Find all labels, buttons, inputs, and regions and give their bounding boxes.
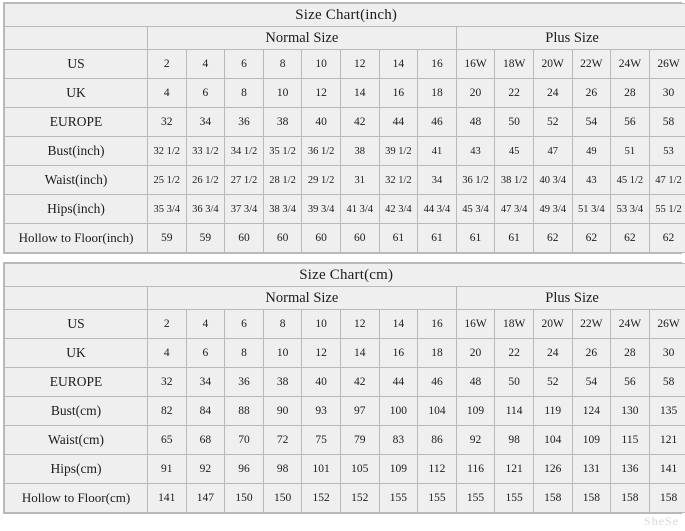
cell: 46 <box>418 368 457 397</box>
group-row-spacer <box>5 27 148 50</box>
cell: 34 <box>186 108 225 137</box>
cell: 150 <box>225 484 264 513</box>
cell: 60 <box>263 224 302 253</box>
cell: 12 <box>340 50 379 79</box>
cell: 26 1/2 <box>186 166 225 195</box>
table-row <box>5 397 685 426</box>
cell: 109 <box>379 455 418 484</box>
cell: 126 <box>533 455 572 484</box>
cell: 46 <box>418 108 457 137</box>
cell: 16 <box>418 310 457 339</box>
cell: 6 <box>186 79 225 108</box>
cell: 45 1/2 <box>611 166 650 195</box>
cell: 41 <box>418 137 457 166</box>
cell: 100 <box>379 397 418 426</box>
cell: 10 <box>302 310 341 339</box>
table-title-row <box>5 4 685 27</box>
cell: 10 <box>263 79 302 108</box>
cell: 54 <box>572 368 611 397</box>
cell: 14 <box>379 50 418 79</box>
cell: 121 <box>649 426 685 455</box>
cell: 42 <box>340 108 379 137</box>
table-group-row <box>5 287 685 310</box>
row-label-hips: Hips(cm) <box>5 455 148 484</box>
row-label-waist: Waist(inch) <box>5 166 148 195</box>
cell: 2 <box>148 310 187 339</box>
cell: 158 <box>533 484 572 513</box>
table-group-row <box>5 27 685 50</box>
cell: 47 <box>533 137 572 166</box>
cell: 155 <box>456 484 495 513</box>
cell: 56 <box>611 108 650 137</box>
cell: 104 <box>418 397 457 426</box>
size-chart-page <box>0 2 685 531</box>
cell: 36 3/4 <box>186 195 225 224</box>
cell: 16 <box>379 339 418 368</box>
cell: 39 3/4 <box>302 195 341 224</box>
size-chart-cm-body <box>5 264 685 513</box>
table-row <box>5 455 685 484</box>
cell: 150 <box>263 484 302 513</box>
table-row <box>5 108 685 137</box>
cell: 53 <box>649 137 685 166</box>
cell: 109 <box>456 397 495 426</box>
cell: 36 <box>225 108 264 137</box>
cell: 6 <box>225 50 264 79</box>
cell: 30 <box>649 79 685 108</box>
cell: 38 <box>340 137 379 166</box>
cell: 12 <box>302 79 341 108</box>
cell: 104 <box>533 426 572 455</box>
cell: 96 <box>225 455 264 484</box>
cell: 26 <box>572 79 611 108</box>
row-label-uk: UK <box>5 79 148 108</box>
cell: 22W <box>572 50 611 79</box>
cell: 30 <box>649 339 685 368</box>
cell: 38 3/4 <box>263 195 302 224</box>
cell: 12 <box>340 310 379 339</box>
cell: 40 <box>302 108 341 137</box>
cell: 8 <box>263 310 302 339</box>
cell: 61 <box>379 224 418 253</box>
group-plus-size: Plus Size <box>456 27 685 50</box>
cell: 20 <box>456 339 495 368</box>
row-label-waist: Waist(cm) <box>5 426 148 455</box>
row-label-hollow-to-floor: Hollow to Floor(inch) <box>5 224 148 253</box>
cell: 97 <box>340 397 379 426</box>
cell: 56 <box>611 368 650 397</box>
cell: 20W <box>533 50 572 79</box>
cell: 28 <box>611 79 650 108</box>
cell: 59 <box>186 224 225 253</box>
cell: 116 <box>456 455 495 484</box>
row-label-bust: Bust(cm) <box>5 397 148 426</box>
cell: 14 <box>340 79 379 108</box>
row-label-bust: Bust(inch) <box>5 137 148 166</box>
row-label-us: US <box>5 310 148 339</box>
cell: 39 1/2 <box>379 137 418 166</box>
page-title: Size Chart(inch) <box>5 4 685 27</box>
table-row <box>5 50 685 79</box>
cell: 16W <box>456 50 495 79</box>
cell: 92 <box>456 426 495 455</box>
cell: 45 3/4 <box>456 195 495 224</box>
cell: 59 <box>148 224 187 253</box>
table-row <box>5 137 685 166</box>
cell: 8 <box>225 79 264 108</box>
cell: 112 <box>418 455 457 484</box>
cell: 91 <box>148 455 187 484</box>
cell: 62 <box>572 224 611 253</box>
cell: 86 <box>418 426 457 455</box>
cell: 109 <box>572 426 611 455</box>
cell: 152 <box>340 484 379 513</box>
cell: 37 3/4 <box>225 195 264 224</box>
cell: 43 <box>456 137 495 166</box>
cell: 20 <box>456 79 495 108</box>
cell: 4 <box>148 339 187 368</box>
cell: 121 <box>495 455 534 484</box>
cell: 115 <box>611 426 650 455</box>
cell: 24 <box>533 79 572 108</box>
cell: 158 <box>572 484 611 513</box>
cell: 32 1/2 <box>148 137 187 166</box>
cell: 105 <box>340 455 379 484</box>
row-label-europe: EUROPE <box>5 368 148 397</box>
cell: 28 <box>611 339 650 368</box>
cell: 51 <box>611 137 650 166</box>
cell: 42 3/4 <box>379 195 418 224</box>
cell: 47 1/2 <box>649 166 685 195</box>
cell: 35 1/2 <box>263 137 302 166</box>
cell: 152 <box>302 484 341 513</box>
cell: 41 3/4 <box>340 195 379 224</box>
size-chart-inch-block <box>3 2 682 254</box>
cell: 12 <box>302 339 341 368</box>
row-label-hips: Hips(inch) <box>5 195 148 224</box>
size-chart-cm-block <box>3 262 682 514</box>
cell: 36 1/2 <box>456 166 495 195</box>
cell: 62 <box>611 224 650 253</box>
cell: 26W <box>649 310 685 339</box>
cell: 16W <box>456 310 495 339</box>
cell: 33 1/2 <box>186 137 225 166</box>
cell: 114 <box>495 397 534 426</box>
cell: 84 <box>186 397 225 426</box>
cell: 83 <box>379 426 418 455</box>
cell: 32 <box>148 108 187 137</box>
cell: 16 <box>379 79 418 108</box>
cell: 25 1/2 <box>148 166 187 195</box>
cell: 68 <box>186 426 225 455</box>
cell: 48 <box>456 368 495 397</box>
cell: 58 <box>649 108 685 137</box>
cell: 52 <box>533 108 572 137</box>
cell: 27 1/2 <box>225 166 264 195</box>
cell: 93 <box>302 397 341 426</box>
cell: 18 <box>418 339 457 368</box>
cell: 43 <box>572 166 611 195</box>
group-normal-size: Normal Size <box>148 287 457 310</box>
cell: 4 <box>186 310 225 339</box>
cell: 51 3/4 <box>572 195 611 224</box>
cell: 35 3/4 <box>148 195 187 224</box>
cell: 155 <box>495 484 534 513</box>
cell: 8 <box>225 339 264 368</box>
cell: 58 <box>649 368 685 397</box>
cell: 24 <box>533 339 572 368</box>
cell: 101 <box>302 455 341 484</box>
cell: 141 <box>649 455 685 484</box>
cell: 38 <box>263 108 302 137</box>
cell: 61 <box>456 224 495 253</box>
cell: 34 <box>186 368 225 397</box>
cell: 40 <box>302 368 341 397</box>
row-label-hollow-to-floor: Hollow to Floor(cm) <box>5 484 148 513</box>
cell: 75 <box>302 426 341 455</box>
row-label-uk: UK <box>5 339 148 368</box>
cell: 32 1/2 <box>379 166 418 195</box>
cell: 47 3/4 <box>495 195 534 224</box>
cell: 44 3/4 <box>418 195 457 224</box>
cell: 61 <box>495 224 534 253</box>
cell: 131 <box>572 455 611 484</box>
group-plus-size: Plus Size <box>456 287 685 310</box>
cell: 49 <box>572 137 611 166</box>
cell: 62 <box>649 224 685 253</box>
cell: 60 <box>225 224 264 253</box>
table-row <box>5 79 685 108</box>
cell: 31 <box>340 166 379 195</box>
cell: 18W <box>495 50 534 79</box>
cell: 18 <box>418 79 457 108</box>
cell: 2 <box>148 50 187 79</box>
cell: 10 <box>263 339 302 368</box>
cell: 36 1/2 <box>302 137 341 166</box>
group-normal-size: Normal Size <box>148 27 457 50</box>
cell: 24W <box>611 50 650 79</box>
cell: 60 <box>302 224 341 253</box>
cell: 49 3/4 <box>533 195 572 224</box>
table-row <box>5 166 685 195</box>
cell: 155 <box>379 484 418 513</box>
cell: 82 <box>148 397 187 426</box>
cell: 26 <box>572 339 611 368</box>
table-row <box>5 426 685 455</box>
cell: 158 <box>611 484 650 513</box>
cell: 44 <box>379 368 418 397</box>
cell: 50 <box>495 108 534 137</box>
cell: 90 <box>263 397 302 426</box>
cell: 14 <box>340 339 379 368</box>
cell: 155 <box>418 484 457 513</box>
cell: 136 <box>611 455 650 484</box>
cell: 65 <box>148 426 187 455</box>
size-chart-inch-table <box>4 3 685 253</box>
table-row <box>5 484 685 513</box>
cell: 6 <box>225 310 264 339</box>
cell: 18W <box>495 310 534 339</box>
cell: 50 <box>495 368 534 397</box>
cell: 98 <box>263 455 302 484</box>
cell: 147 <box>186 484 225 513</box>
cell: 32 <box>148 368 187 397</box>
cell: 141 <box>148 484 187 513</box>
table-row <box>5 224 685 253</box>
row-label-us: US <box>5 50 148 79</box>
cell: 22W <box>572 310 611 339</box>
cell: 92 <box>186 455 225 484</box>
page-title-cm: Size Chart(cm) <box>5 264 685 287</box>
cell: 119 <box>533 397 572 426</box>
size-chart-cm-table <box>4 263 685 513</box>
group-row-spacer <box>5 287 148 310</box>
cell: 24W <box>611 310 650 339</box>
cell: 42 <box>340 368 379 397</box>
cell: 4 <box>186 50 225 79</box>
cell: 40 3/4 <box>533 166 572 195</box>
cell: 22 <box>495 339 534 368</box>
cell: 61 <box>418 224 457 253</box>
cell: 54 <box>572 108 611 137</box>
cell: 4 <box>148 79 187 108</box>
cell: 72 <box>263 426 302 455</box>
cell: 26W <box>649 50 685 79</box>
table-row <box>5 368 685 397</box>
cell: 8 <box>263 50 302 79</box>
cell: 22 <box>495 79 534 108</box>
cell: 135 <box>649 397 685 426</box>
cell: 34 1/2 <box>225 137 264 166</box>
table-row <box>5 339 685 368</box>
cell: 34 <box>418 166 457 195</box>
cell: 20W <box>533 310 572 339</box>
cell: 62 <box>533 224 572 253</box>
size-chart-inch-body <box>5 4 685 253</box>
cell: 79 <box>340 426 379 455</box>
cell: 52 <box>533 368 572 397</box>
cell: 60 <box>340 224 379 253</box>
cell: 44 <box>379 108 418 137</box>
cell: 88 <box>225 397 264 426</box>
cell: 38 <box>263 368 302 397</box>
cell: 48 <box>456 108 495 137</box>
cell: 124 <box>572 397 611 426</box>
row-label-europe: EUROPE <box>5 108 148 137</box>
cell: 70 <box>225 426 264 455</box>
cell: 14 <box>379 310 418 339</box>
table-row <box>5 195 685 224</box>
cell: 55 1/2 <box>649 195 685 224</box>
cell: 45 <box>495 137 534 166</box>
cell: 29 1/2 <box>302 166 341 195</box>
cell: 158 <box>649 484 685 513</box>
watermark-text: SheSe <box>644 514 679 529</box>
cell: 98 <box>495 426 534 455</box>
cell: 38 1/2 <box>495 166 534 195</box>
cell: 36 <box>225 368 264 397</box>
cell: 16 <box>418 50 457 79</box>
table-row <box>5 310 685 339</box>
cell: 6 <box>186 339 225 368</box>
cell: 28 1/2 <box>263 166 302 195</box>
cell: 130 <box>611 397 650 426</box>
cell: 53 3/4 <box>611 195 650 224</box>
cell: 10 <box>302 50 341 79</box>
table-title-row <box>5 264 685 287</box>
